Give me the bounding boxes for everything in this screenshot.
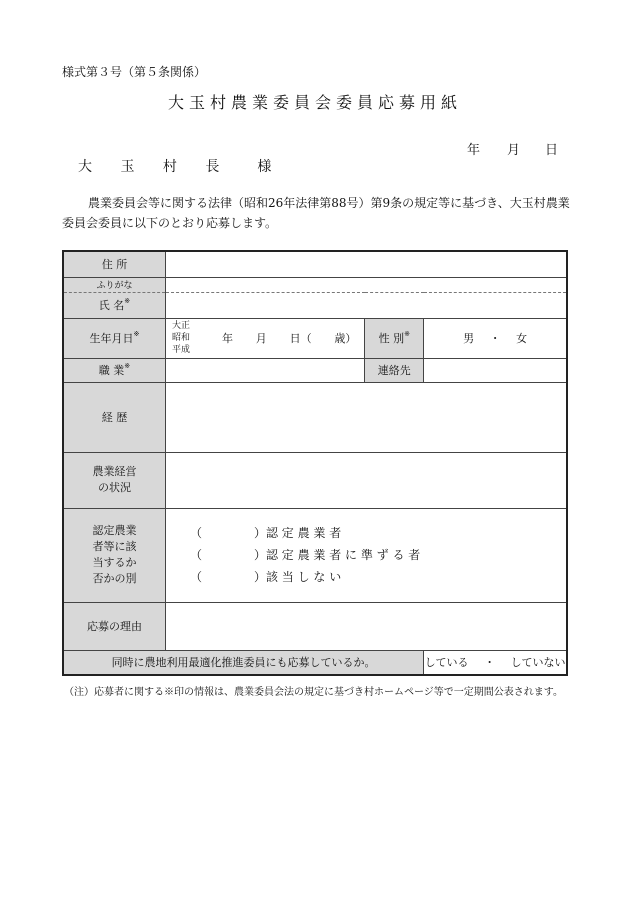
- birthdate-label: 生年月日※: [63, 318, 165, 358]
- simultaneous-row: [63, 650, 567, 675]
- occupation-row: [63, 358, 567, 382]
- address-field[interactable]: [165, 251, 567, 277]
- farming-status-field[interactable]: [165, 452, 567, 508]
- cert-option-not-applicable[interactable]: （ ）該 当 し な い: [189, 570, 342, 584]
- certification-row: [63, 508, 567, 602]
- simultaneous-question: 同時に農地利用最適化推進委員にも応募しているか。: [63, 650, 424, 675]
- date-day: 日: [545, 143, 559, 158]
- page-title: 大玉村農業委員会委員応募用紙: [167, 93, 462, 112]
- simultaneous-answer[interactable]: [424, 650, 567, 675]
- addressee: 大 玉 村 長 様: [78, 159, 284, 175]
- address-label: 住 所: [63, 251, 165, 277]
- farming-row: [63, 452, 567, 508]
- gender-field[interactable]: [424, 318, 567, 358]
- era-showa[interactable]: 昭和: [171, 333, 190, 343]
- gender-female[interactable]: 女: [516, 332, 528, 345]
- birth-year-unit: 年: [221, 332, 233, 345]
- reason-row: [63, 602, 567, 650]
- birthdate-row: [63, 318, 567, 358]
- occupation-field[interactable]: [165, 358, 365, 382]
- history-row: [63, 382, 567, 452]
- application-statement: 農業委員会等に関する法律（昭和26年法律第88号）第9条の規定等に基づき、大玉村農業委員会委員に以下のとおり応募します。: [62, 196, 570, 230]
- answer-separator: ・: [484, 656, 496, 670]
- name-label: 氏 名※: [63, 292, 165, 318]
- age-unit: 歳）: [334, 332, 357, 345]
- certification-options: [165, 508, 567, 602]
- contact-label: 連絡先: [365, 358, 424, 382]
- gender-male[interactable]: 男: [463, 332, 475, 345]
- history-label: 経 歴: [63, 382, 165, 452]
- answer-yes[interactable]: している: [424, 656, 469, 670]
- furigana-row: [63, 277, 567, 292]
- reason-field[interactable]: [165, 602, 567, 650]
- furigana-label: ふりがな: [63, 277, 165, 292]
- occupation-label: 職 業※: [63, 358, 165, 382]
- birthdate-field[interactable]: [165, 318, 365, 358]
- birth-month-unit: 月: [255, 332, 267, 345]
- cert-option-quasi-certified[interactable]: （ ）認 定 農 業 者 に 準 ず る 者: [189, 548, 421, 562]
- furigana-field[interactable]: [165, 277, 567, 292]
- gender-label: 性 別※: [365, 318, 424, 358]
- application-form-table: [62, 250, 568, 676]
- name-row: [63, 292, 567, 318]
- reason-label: 応募の理由: [63, 602, 165, 650]
- cert-option-certified[interactable]: （ ）認 定 農 業 者: [189, 526, 342, 540]
- era-taisho[interactable]: 大正: [171, 321, 190, 331]
- certification-label: 認定農業 者等に該 当するか 否かの別: [63, 508, 165, 602]
- date-year: 年: [467, 143, 481, 158]
- date-month: 月: [507, 143, 521, 158]
- gender-separator: ・: [489, 332, 501, 345]
- form-number: 様式第３号（第５条関係）: [62, 65, 207, 79]
- name-field[interactable]: [165, 292, 567, 318]
- history-field[interactable]: [165, 382, 567, 452]
- answer-no[interactable]: していない: [510, 656, 566, 670]
- contact-field[interactable]: [424, 358, 567, 382]
- era-heisei[interactable]: 平成: [171, 345, 190, 355]
- address-row: [63, 251, 567, 277]
- birth-day-unit: 日（: [289, 332, 312, 345]
- farming-status-label: 農業経営 の状況: [63, 452, 165, 508]
- footnote: （注）応募者に関する※印の情報は、農業委員会法の規定に基づき村ホームページ等で一定期間公表されます。: [64, 687, 563, 698]
